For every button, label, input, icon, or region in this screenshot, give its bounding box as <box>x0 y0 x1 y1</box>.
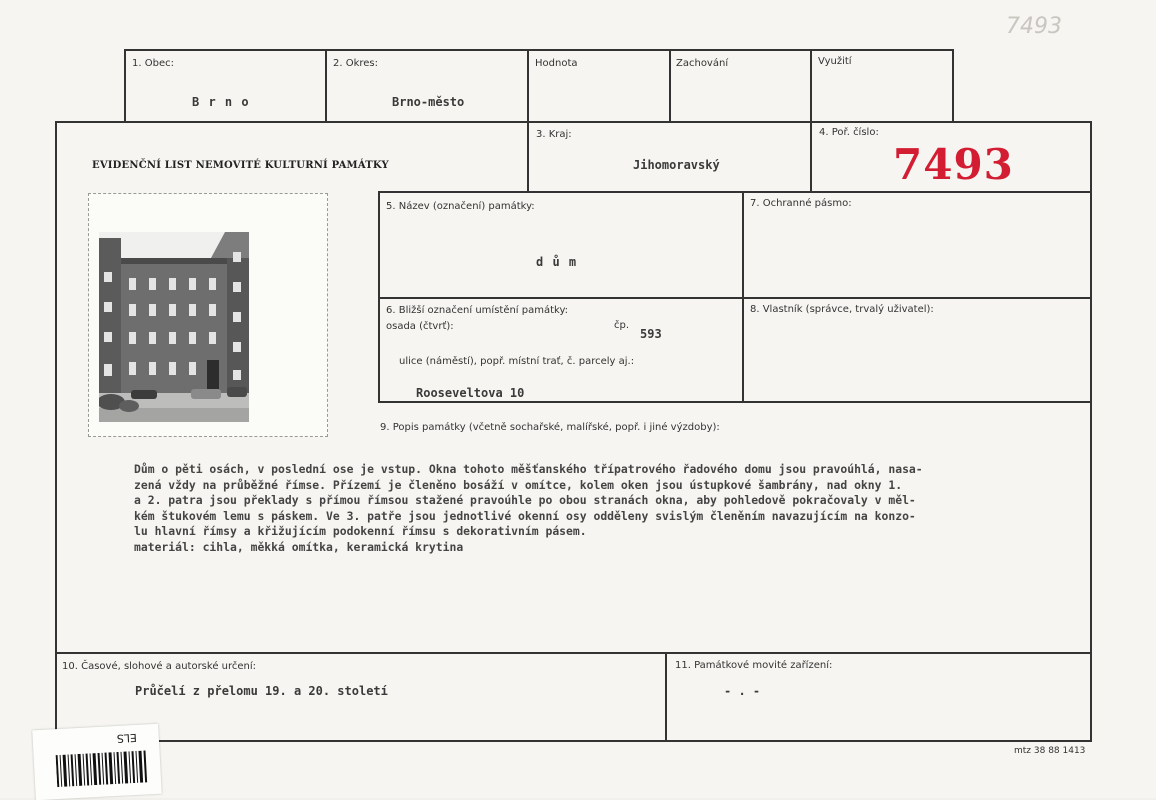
umisteni-label: 6. Bližší označení umístění památky: <box>386 305 569 316</box>
obec-value: B r n o <box>192 95 250 109</box>
kraj-value: Jihomoravský <box>633 158 720 172</box>
grid-line <box>378 191 1092 193</box>
hodnota-label: Hodnota <box>535 58 578 69</box>
osada-label: osada (čtvrť): <box>386 321 454 332</box>
vyuziti-label: Využití <box>818 56 852 67</box>
footer-code: mtz 38 88 1413 <box>1014 746 1086 756</box>
barcode-text: ELS <box>116 730 138 745</box>
barcode-label <box>32 724 161 800</box>
pencil-note: 7493 <box>1006 14 1062 39</box>
ochranne-pasmo-label: 7. Ochranné pásmo: <box>750 198 852 209</box>
form-title: EVIDENČNÍ LIST NEMOVITÉ KULTURNÍ PAMÁTKY <box>92 160 389 171</box>
grid-line <box>55 121 57 741</box>
popis-label: 9. Popis památky (včetně sochařské, malířské, popř. i jiné výzdoby): <box>380 422 720 433</box>
grid-line <box>325 49 327 121</box>
monument-photo <box>99 232 249 422</box>
grid-line <box>124 49 126 121</box>
vlastnik-label: 8. Vlastník (správce, trvalý uživatel): <box>750 304 934 315</box>
monument-photo-frame <box>88 193 328 437</box>
nazev-value: d ů m <box>536 255 578 269</box>
casove-value: Průčelí z přelomu 19. a 20. století <box>135 684 388 698</box>
cp-label: čp. <box>614 320 630 331</box>
okres-value: Brno-město <box>392 95 465 109</box>
grid-line <box>952 49 954 121</box>
grid-line <box>378 297 1092 299</box>
zachovani-label: Zachování <box>676 58 729 69</box>
grid-line <box>665 652 667 740</box>
grid-line <box>55 740 1092 742</box>
por-cislo-label: 4. Poř. číslo: <box>819 127 879 138</box>
barcode-icon <box>56 750 150 787</box>
casove-label: 10. Časové, slohové a autorské určení: <box>62 661 257 672</box>
grid-line <box>1090 121 1092 741</box>
obec-label: 1. Obec: <box>132 58 174 69</box>
nazev-label: 5. Název (označení) památky: <box>386 201 535 212</box>
grid-line <box>55 121 1092 123</box>
ulice-value: Rooseveltova 10 <box>416 386 525 400</box>
popis-text: Dům o pěti osách, v poslední ose je vstup. Okna tohoto měšťanského třípatrového řadového domu jsou pravoúhlá, nasa- zená vždy na průběžné římse. Přízemí je členěno bosáží v omítce, kolem oken jsou ústupkové šambrány, nad okny 1. a 2. patra jsou překlady s přímou římsou stažené pravoúhle po obou stranách okna, aby pohledově pokračovaly v měl- kém štukovém lemu s páskem. Ve 3. patře jsou jednotlivé okenní osy odděleny svislým členěním navazujícím na konzo- lu hlavní římsy a křižujícím podokenní římsu s dekorativním pásem. materiál: cihla, měkká omítka, keramická krytina <box>134 462 923 554</box>
kraj-label: 3. Kraj: <box>536 129 572 140</box>
grid-line <box>124 49 954 51</box>
grid-line <box>378 401 1092 403</box>
registration-number-stamp: 7493 <box>893 140 1014 189</box>
grid-line <box>669 49 671 121</box>
cp-value: 593 <box>640 327 662 341</box>
movite-label: 11. Památkové movité zařízení: <box>675 660 833 671</box>
movite-value: - . - <box>724 684 761 698</box>
okres-label: 2. Okres: <box>333 58 379 69</box>
ulice-label: ulice (náměstí), popř. místní trať, č. parcely aj.: <box>399 356 635 367</box>
grid-line <box>55 652 1092 654</box>
